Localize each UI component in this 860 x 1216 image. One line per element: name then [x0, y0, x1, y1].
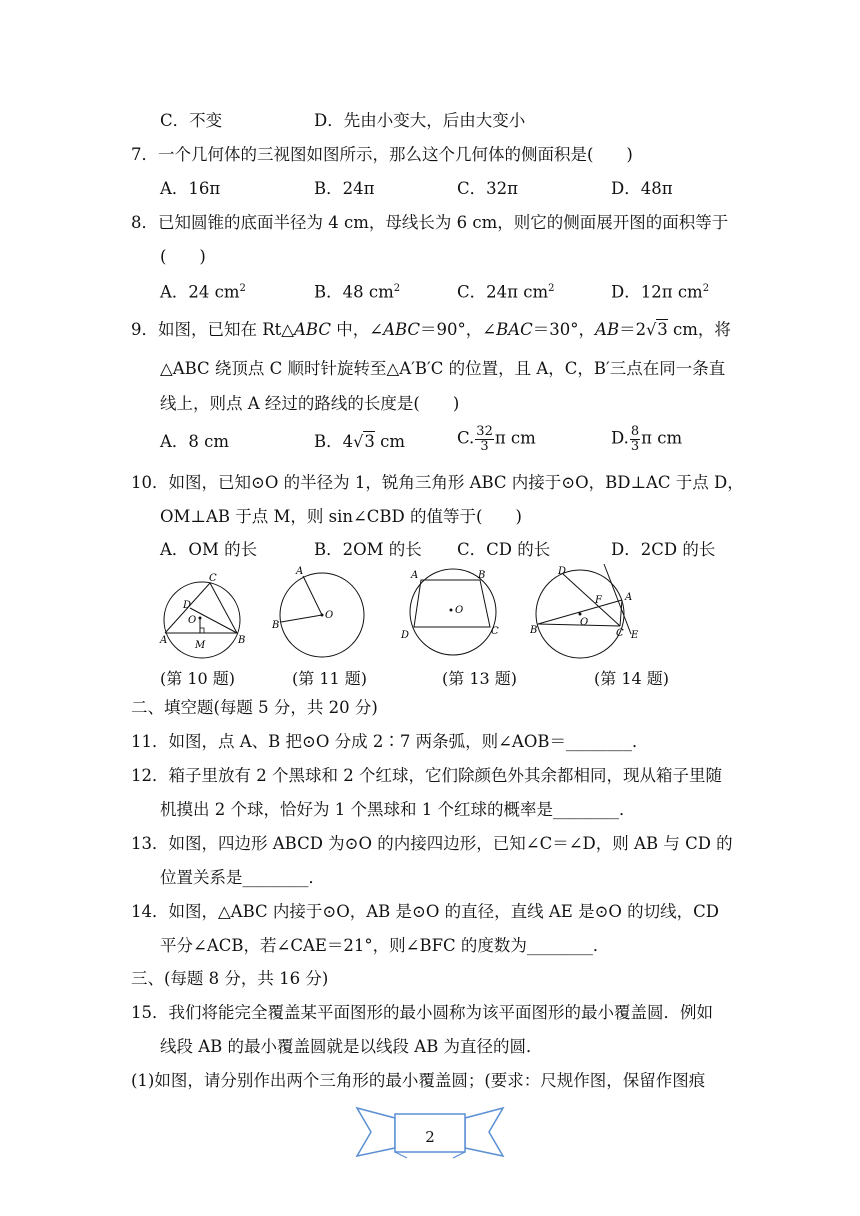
q7-stem: 7．一个几何体的三视图如图所示，那么这个几何体的侧面积是( ) — [131, 145, 633, 164]
fig11-label-a: A — [296, 566, 304, 577]
fig14-label-f: F — [595, 595, 602, 606]
q7-option-c: C．32π — [457, 179, 518, 198]
fig14-label-b: B — [530, 625, 538, 636]
fig13-label-b: B — [478, 570, 486, 581]
fig13-label-d: D — [401, 630, 410, 641]
figure-11-caption: (第 11 题) — [292, 669, 368, 688]
q8-option-a: A．24 $cm^2$ — [160, 282, 246, 302]
q11-stem: 11．如图，点 A、B 把⊙O 分成 2∶7 两条弧，则∠AOB＝________． — [131, 732, 649, 751]
q9-option-b: B．4√3 cm — [314, 432, 405, 451]
fig10-label-m: M — [195, 640, 206, 651]
fig10-label-c: C — [209, 573, 217, 584]
fig11-label-b: B — [272, 620, 280, 631]
fig11-label-o: O — [325, 610, 334, 621]
figure-14-caption: (第 14 题) — [594, 669, 670, 688]
fig10-label-a: A — [160, 635, 168, 646]
q7-option-b: B．24π — [314, 179, 375, 198]
q10-option-a: A．OM 的长 — [160, 540, 258, 559]
figure-10-caption: (第 10 题) — [160, 669, 236, 688]
fig10-label-o: O — [188, 615, 197, 626]
q9-line-3: 线上，则点 A 经过的路线的长度是( ) — [160, 394, 460, 413]
fig13-label-a: A — [411, 570, 419, 581]
fig14-label-o: O — [580, 617, 589, 628]
q10-option-b: B．2OM 的长 — [314, 540, 422, 559]
fig10-label-d: D — [183, 600, 192, 611]
fig13-label-o: O — [455, 605, 464, 616]
page-number: 2 — [425, 1128, 435, 1146]
q15-line-2: 线段 AB 的最小覆盖圆就是以线段 AB 为直径的圆． — [160, 1037, 543, 1056]
q13-line-2: 位置关系是________． — [160, 868, 325, 887]
q8-stem: 8．已知圆锥的底面半径为 4 cm，母线长为 6 cm，则它的侧面展开图的面积等于 — [131, 213, 729, 232]
fig14-label-c: C — [616, 628, 624, 639]
q6-option-c: C．不变 — [160, 111, 223, 130]
q8-option-c: C．24π $cm^2$ — [457, 282, 555, 302]
fig10-label-b: B — [238, 635, 246, 646]
q10-line-1: 10．如图，已知⊙O 的半径为 1，锐角三角形 ABC 内接于⊙O，BD⊥AC 于点 D， — [131, 473, 744, 492]
figure-13-caption: (第 13 题) — [442, 669, 518, 688]
q10-line-2: OM⊥AB 于点 M，则 sin∠CBD 的值等于( ) — [160, 507, 522, 526]
q6-option-d: D．先由小变大，后由大变小 — [314, 111, 526, 130]
q8-option-d: D．12π $cm^2$ — [611, 282, 710, 302]
figure-14 — [528, 562, 653, 666]
q15-line-3: (1)如图，请分别作出两个三角形的最小覆盖圆；(要求：尺规作图，保留作图痕 — [131, 1071, 706, 1090]
q9-line-2: △ABC 绕顶点 C 顺时针旋转至△A′B′C 的位置，且 A，C，B′三点在同一条直 — [160, 359, 726, 378]
figure-11 — [270, 565, 370, 664]
q12-line-2: 机摸出 2 个球，恰好为 1 个黑球和 1 个红球的概率是________． — [160, 800, 636, 819]
section-2-heading: 二、填空题(每题 5 分，共 20 分) — [131, 698, 378, 717]
q9-option-a: A．8 cm — [160, 432, 230, 451]
fig14-label-e: E — [631, 630, 639, 641]
q9-option-d: D. $\frac{8}{3}$ π cm — [611, 424, 683, 454]
q10-option-d: D．2CD 的长 — [611, 540, 716, 559]
q14-line-2: 平分∠ACB，若∠CAE＝21°，则∠BFC 的度数为________． — [160, 936, 610, 955]
q14-line-1: 14．如图，△ABC 内接于⊙O，AB 是⊙O 的直径，直线 AE 是⊙O 的切线，CD — [131, 902, 720, 921]
fig14-label-a: A — [625, 592, 633, 603]
q7-option-a: A．16π — [160, 179, 221, 198]
q8-paren: ( ) — [160, 247, 206, 266]
q7-option-d: D．48π — [611, 179, 673, 198]
figure-13 — [398, 565, 508, 664]
q9-line-1: 9．如图，已知在 Rt△ABC 中，∠ABC＝90°，∠BAC＝30°，AB＝2√3 cm，将 — [131, 320, 731, 339]
fig13-label-c: C — [491, 626, 499, 637]
q9-option-c: C. $\frac{32}{3}$ π cm — [457, 424, 536, 454]
fig14-label-d: D — [558, 566, 567, 577]
section-3-heading: 三、(每题 8 分，共 16 分) — [131, 969, 329, 988]
q10-option-c: C．CD 的长 — [457, 540, 551, 559]
q15-line-1: 15．我们将能完全覆盖某平面图形的最小圆称为该平面图形的最小覆盖圆．例如 — [131, 1003, 713, 1022]
q8-option-b: B．48 $cm^2$ — [314, 282, 401, 302]
q12-line-1: 12．箱子里放有 2 个黑球和 2 个红球，它们除颜色外其余都相同，现从箱子里随 — [131, 766, 722, 785]
figure-10 — [152, 570, 252, 664]
q13-line-1: 13．如图，四边形 ABCD 为⊙O 的内接四边形，已知∠C＝∠D，则 AB 与 CD 的 — [131, 834, 733, 853]
